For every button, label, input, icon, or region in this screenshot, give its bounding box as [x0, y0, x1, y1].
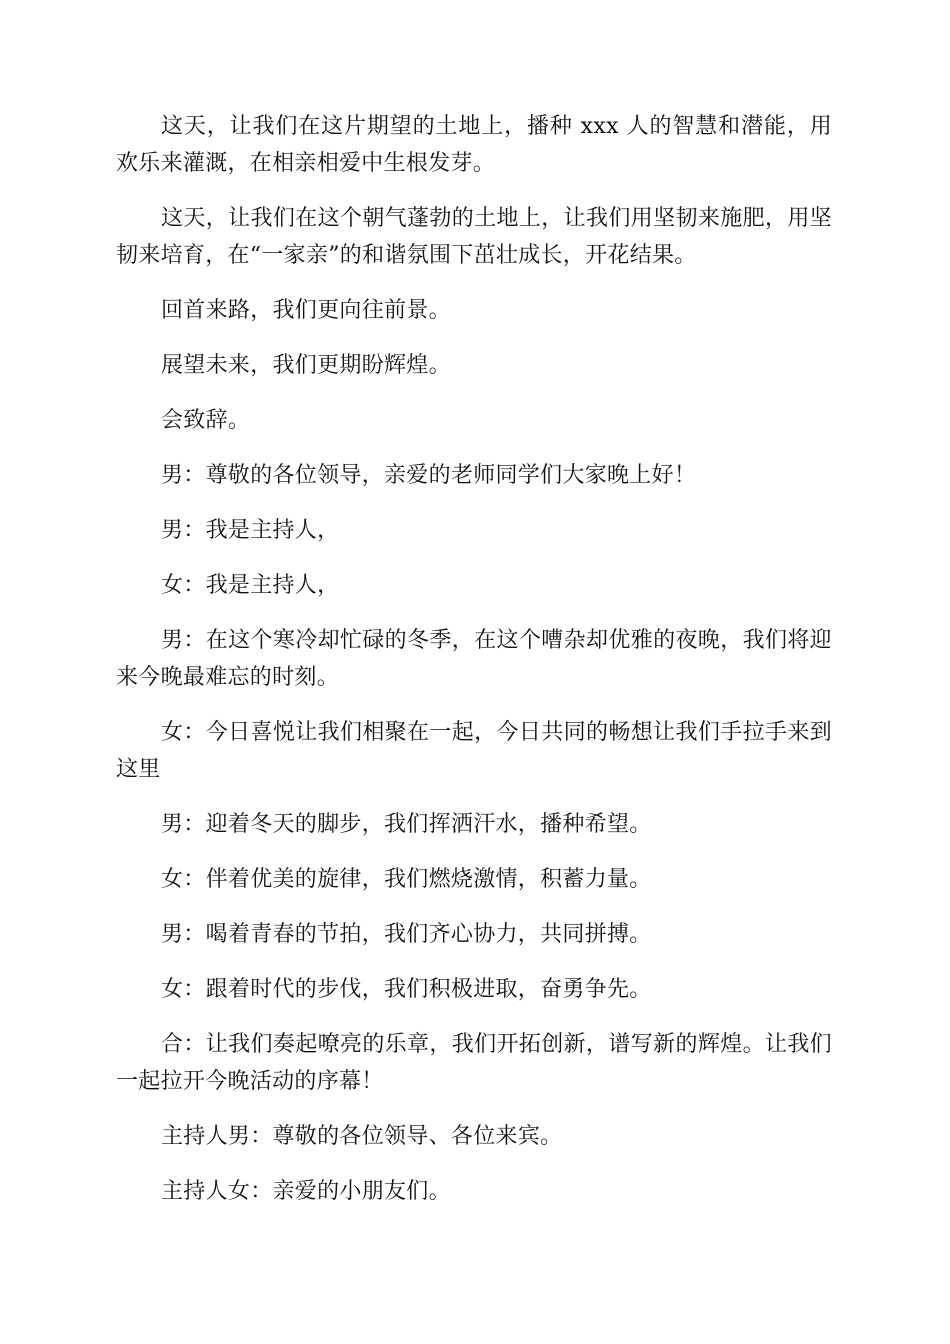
paragraph-11: 男：迎着冬天的脚步，我们挥洒汗水，播种希望。 [161, 812, 652, 837]
paragraph-4: 展望未来，我们更期盼辉煌。 [161, 353, 451, 378]
paragraph-14: 女：跟着时代的步伐，我们积极进取，奋勇争先。 [161, 977, 652, 1002]
paragraph-8: 女：我是主持人， [161, 573, 340, 598]
paragraph-17: 主持人女：亲爱的小朋友们。 [161, 1179, 451, 1204]
paragraph-12: 女：伴着优美的旋律，我们燃烧激情，积蓄力量。 [161, 867, 652, 892]
paragraph-5: 会致辞。 [161, 408, 251, 433]
paragraph-10: 女：今日喜悦让我们相聚在一起，今日共同的畅想让我们手拉手来到这里 [116, 720, 832, 782]
paragraph-2: 这天，让我们在这个朝气蓬勃的土地上，让我们用坚韧来施肥，用坚韧来培育，在“一家亲”的和谐氛围下茁壮成长，开花结果。 [116, 206, 832, 268]
paragraph-15: 合：让我们奏起嘹亮的乐章，我们开拓创新，谱写新的辉煌。让我们一起拉开今晚活动的序幕！ [116, 1032, 832, 1094]
paragraph-9: 男：在这个寒冷却忙碌的冬季，在这个嘈杂却优雅的夜晚，我们将迎来今晚最难忘的时刻。 [116, 628, 832, 690]
paragraph-1: 这天，让我们在这片期望的土地上，播种 xxx 人的智慧和潜能，用欢乐来灌溉，在相亲相爱中生根发芽。 [116, 114, 832, 176]
paragraph-7: 男：我是主持人， [161, 518, 340, 543]
paragraph-3: 回首来路，我们更向往前景。 [161, 298, 451, 323]
paragraph-16: 主持人男：尊敬的各位领导、各位来宾。 [161, 1124, 563, 1149]
paragraph-6: 男：尊敬的各位领导，亲爱的老师同学们大家晚上好！ [161, 463, 697, 488]
document-body [116, 108, 832, 1228]
paragraph-13: 男：喝着青春的节拍，我们齐心协力，共同拼搏。 [161, 922, 652, 947]
